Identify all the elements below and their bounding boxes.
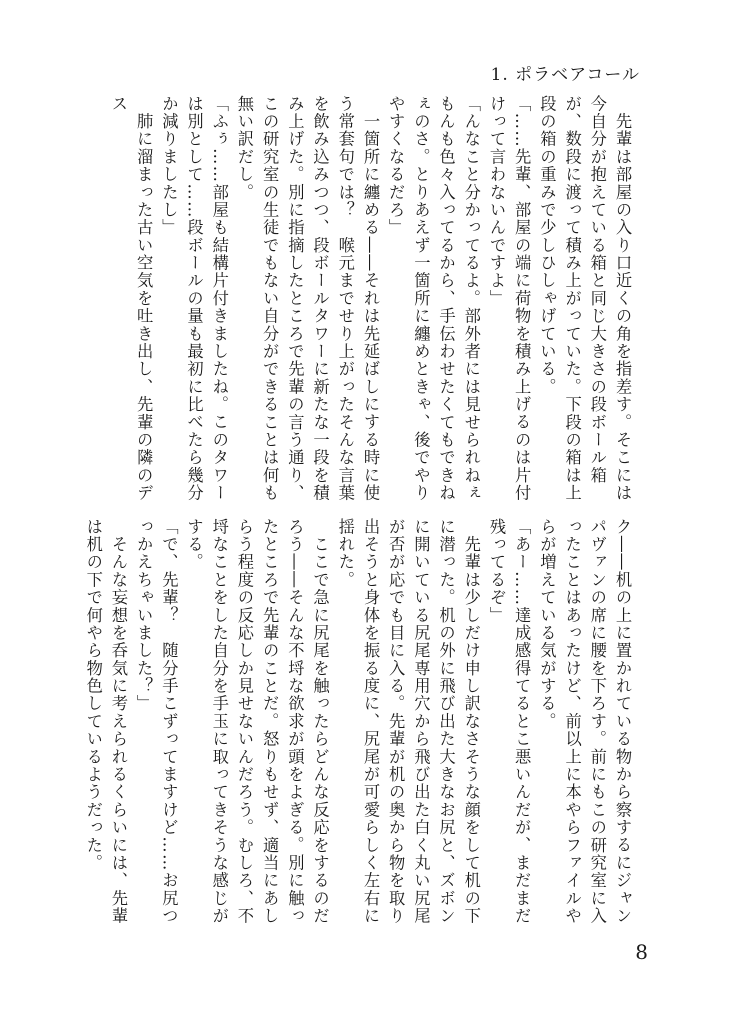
page-number: 8 [635,940,648,964]
paragraph: 一箇所に纏める――それは先延ばしにする時に使う常套句では？ 喉元までせり上がったそんな言葉を飲み込みつつ、段ボールタワーに新たな一段を積み上げた。別に指摘したところで先輩の言う通り、この研究室の生徒でもない自分ができることは何も無い訳だし。 [234,95,380,502]
paragraph: 「で、先輩？ 随分手こずってますけど……お尻つっかえちゃいました？」 [134,518,179,925]
paragraph: 肺に溜まった古い空気を吐き出し、先輩の隣のデス [108,95,154,502]
paragraph: 「ふぅ……部屋も結構片付きましたね。このタワーは別として……段ボールの量も最初に比べたら幾分か減りましたし」 [159,95,229,502]
paragraph: ク――机の上に置かれている物から察するにジャンパヴァンの席に腰を下ろす。前にもこの研究室に入ったことはあったけど、前以上に本やらファイルやらが増えている気がする。 [537,518,632,925]
text-block-top [108,95,635,505]
paragraph: 先輩は少しだけ申し訳なさそうな顔をして机の下に潜った。机の外に飛び出た大きなお尻と、ズボンに開いている尻尾専用穴から飛び出た白く丸い尻尾が否が応でも目に入る。先輩が机の奥から物を取り出そうと身体を振る度に、尻尾が可愛らしく左右に揺れた。 [335,518,481,925]
text-block-bottom [83,518,635,928]
paragraph: 先輩は部屋の入り口近くの角を指差す。そこには今自分が抱えている箱と同じ大きさの段ボール箱が、数段に渡って積み上がっていた。下段の箱は上段の箱の重みで少しひしゃげている。 [537,95,632,502]
paragraph: ここで急に尻尾を触ったらどんな反応をするのだろう――そんな不埒な欲求が頭をよぎる。別に触ったところで先輩のことだ。怒りもせず、適当にあしらう程度の反応しか見せないんだろう。むしろ、不埒なことをした自分を手玉に取ってきそうな感じがする。 [184,518,330,925]
paragraph: そんな妄想を呑気に考えられるくらいには、先輩は机の下で何やら物色しているようだった。 [83,518,128,925]
paragraph: 「……先輩、部屋の端に荷物を積み上げるのは片付けって言わないんですよ」 [486,95,532,502]
paragraph: 「あー……達成感得てるとこ悪いんだが、まだまだ残ってるぞ」 [486,518,532,925]
chapter-title: 1. ポラベアコール [490,65,640,85]
paragraph: 「んなこと分かってるよ。部外者には見せられねぇもんも色々入ってるから、手伝わせたくてもできねぇのさ。とりあえず一箇所に纏めときゃ、後でやりやすくなるだろ」 [386,95,481,502]
